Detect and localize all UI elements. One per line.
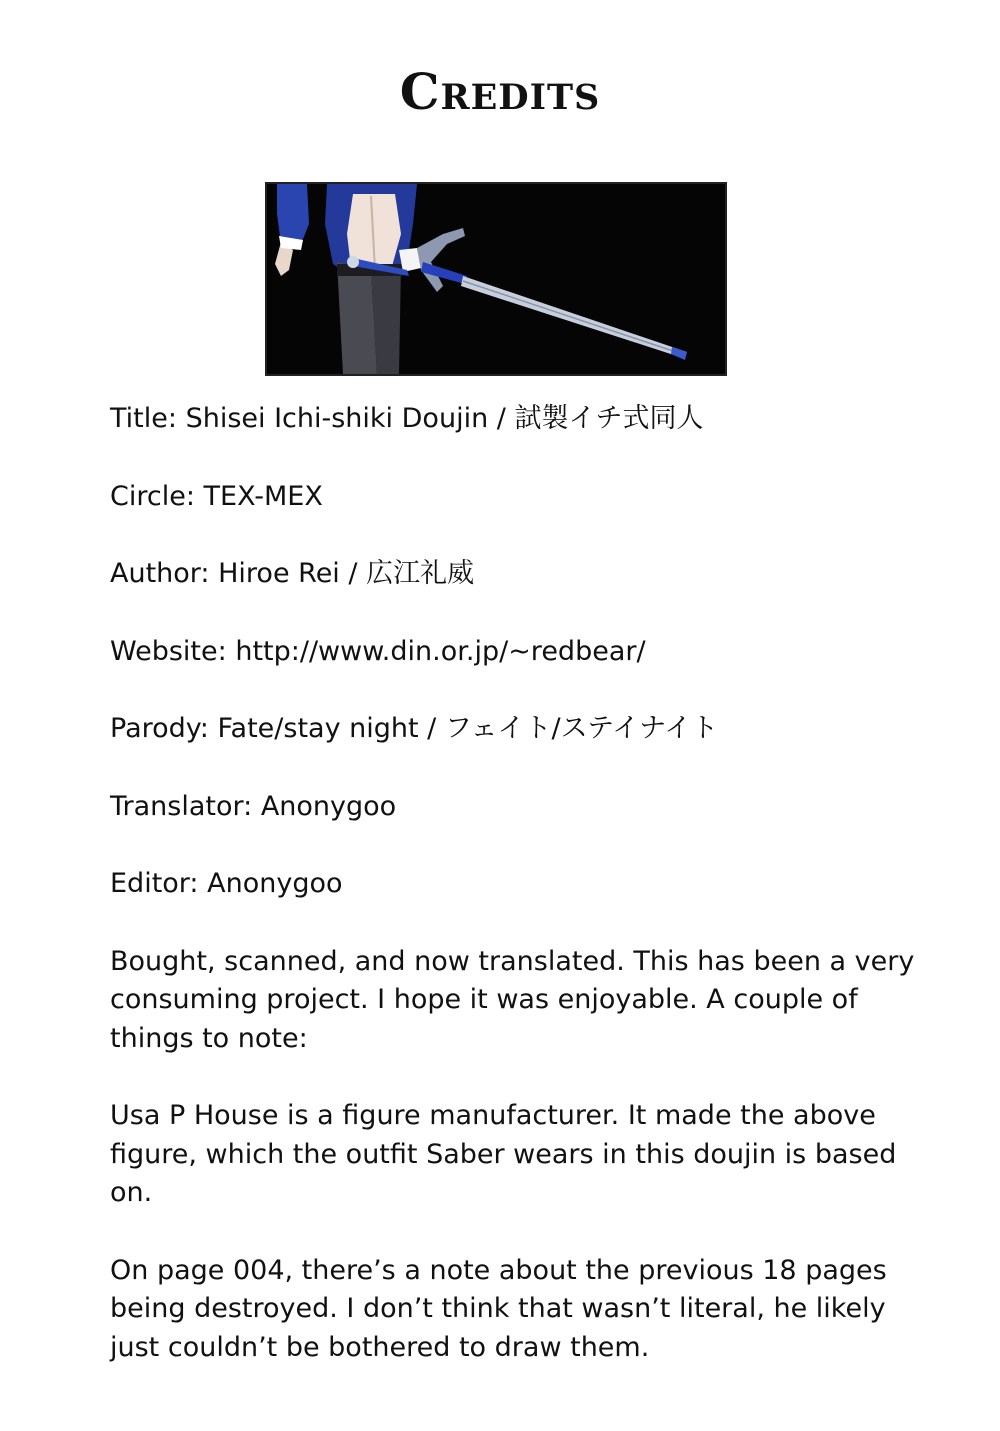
credit-label: Circle: [110, 480, 195, 512]
credits-list [110, 400, 930, 1406]
credit-value: http://www.din.or.jp/~redbear/ [235, 635, 646, 667]
note-paragraph: On page 004, there’s a note about the previous 18 pages being destroyed. I don’t think that wasn’t literal, he likely just couldn’t be bothered to draw them. [110, 1254, 887, 1363]
credit-label: Author: [110, 558, 210, 589]
credit-translator [110, 788, 930, 827]
credit-value: Shisei Ichi-shiki Doujin / 試製イチ式同人 [185, 403, 704, 434]
credit-value: Anonygoo [260, 790, 397, 822]
credit-editor [110, 865, 930, 904]
credit-value: Anonygoo [207, 868, 343, 899]
page-title: Credits [399, 62, 601, 121]
credit-label: Website: [110, 635, 227, 667]
figure-photo [265, 182, 727, 376]
note-paragraph: Bought, scanned, and now translated. This has been a very consuming project. I hope it was enjoyable. A couple of things to note: [110, 945, 915, 1054]
credit-parody [110, 710, 930, 749]
credit-label: Editor: [110, 868, 199, 899]
credit-website [110, 633, 930, 672]
note-paragraph: Usa P House is a figure manufacturer. It made the above figure, which the outfit Saber wears in this doujin is based on. [110, 1100, 897, 1208]
figure-photo-illustration [267, 184, 725, 374]
credit-title [110, 400, 930, 439]
credit-author [110, 555, 930, 594]
credit-label: Translator: [110, 790, 253, 822]
credit-circle [110, 478, 930, 517]
credit-label: Title: [110, 403, 177, 434]
credit-value: TEX-MEX [203, 480, 323, 512]
credit-value: Hiroe Rei / 広江礼威 [218, 558, 475, 589]
credit-label: Parody: [110, 713, 209, 744]
credit-value: Fate/stay night / フェイト/ステイナイト [217, 713, 719, 744]
